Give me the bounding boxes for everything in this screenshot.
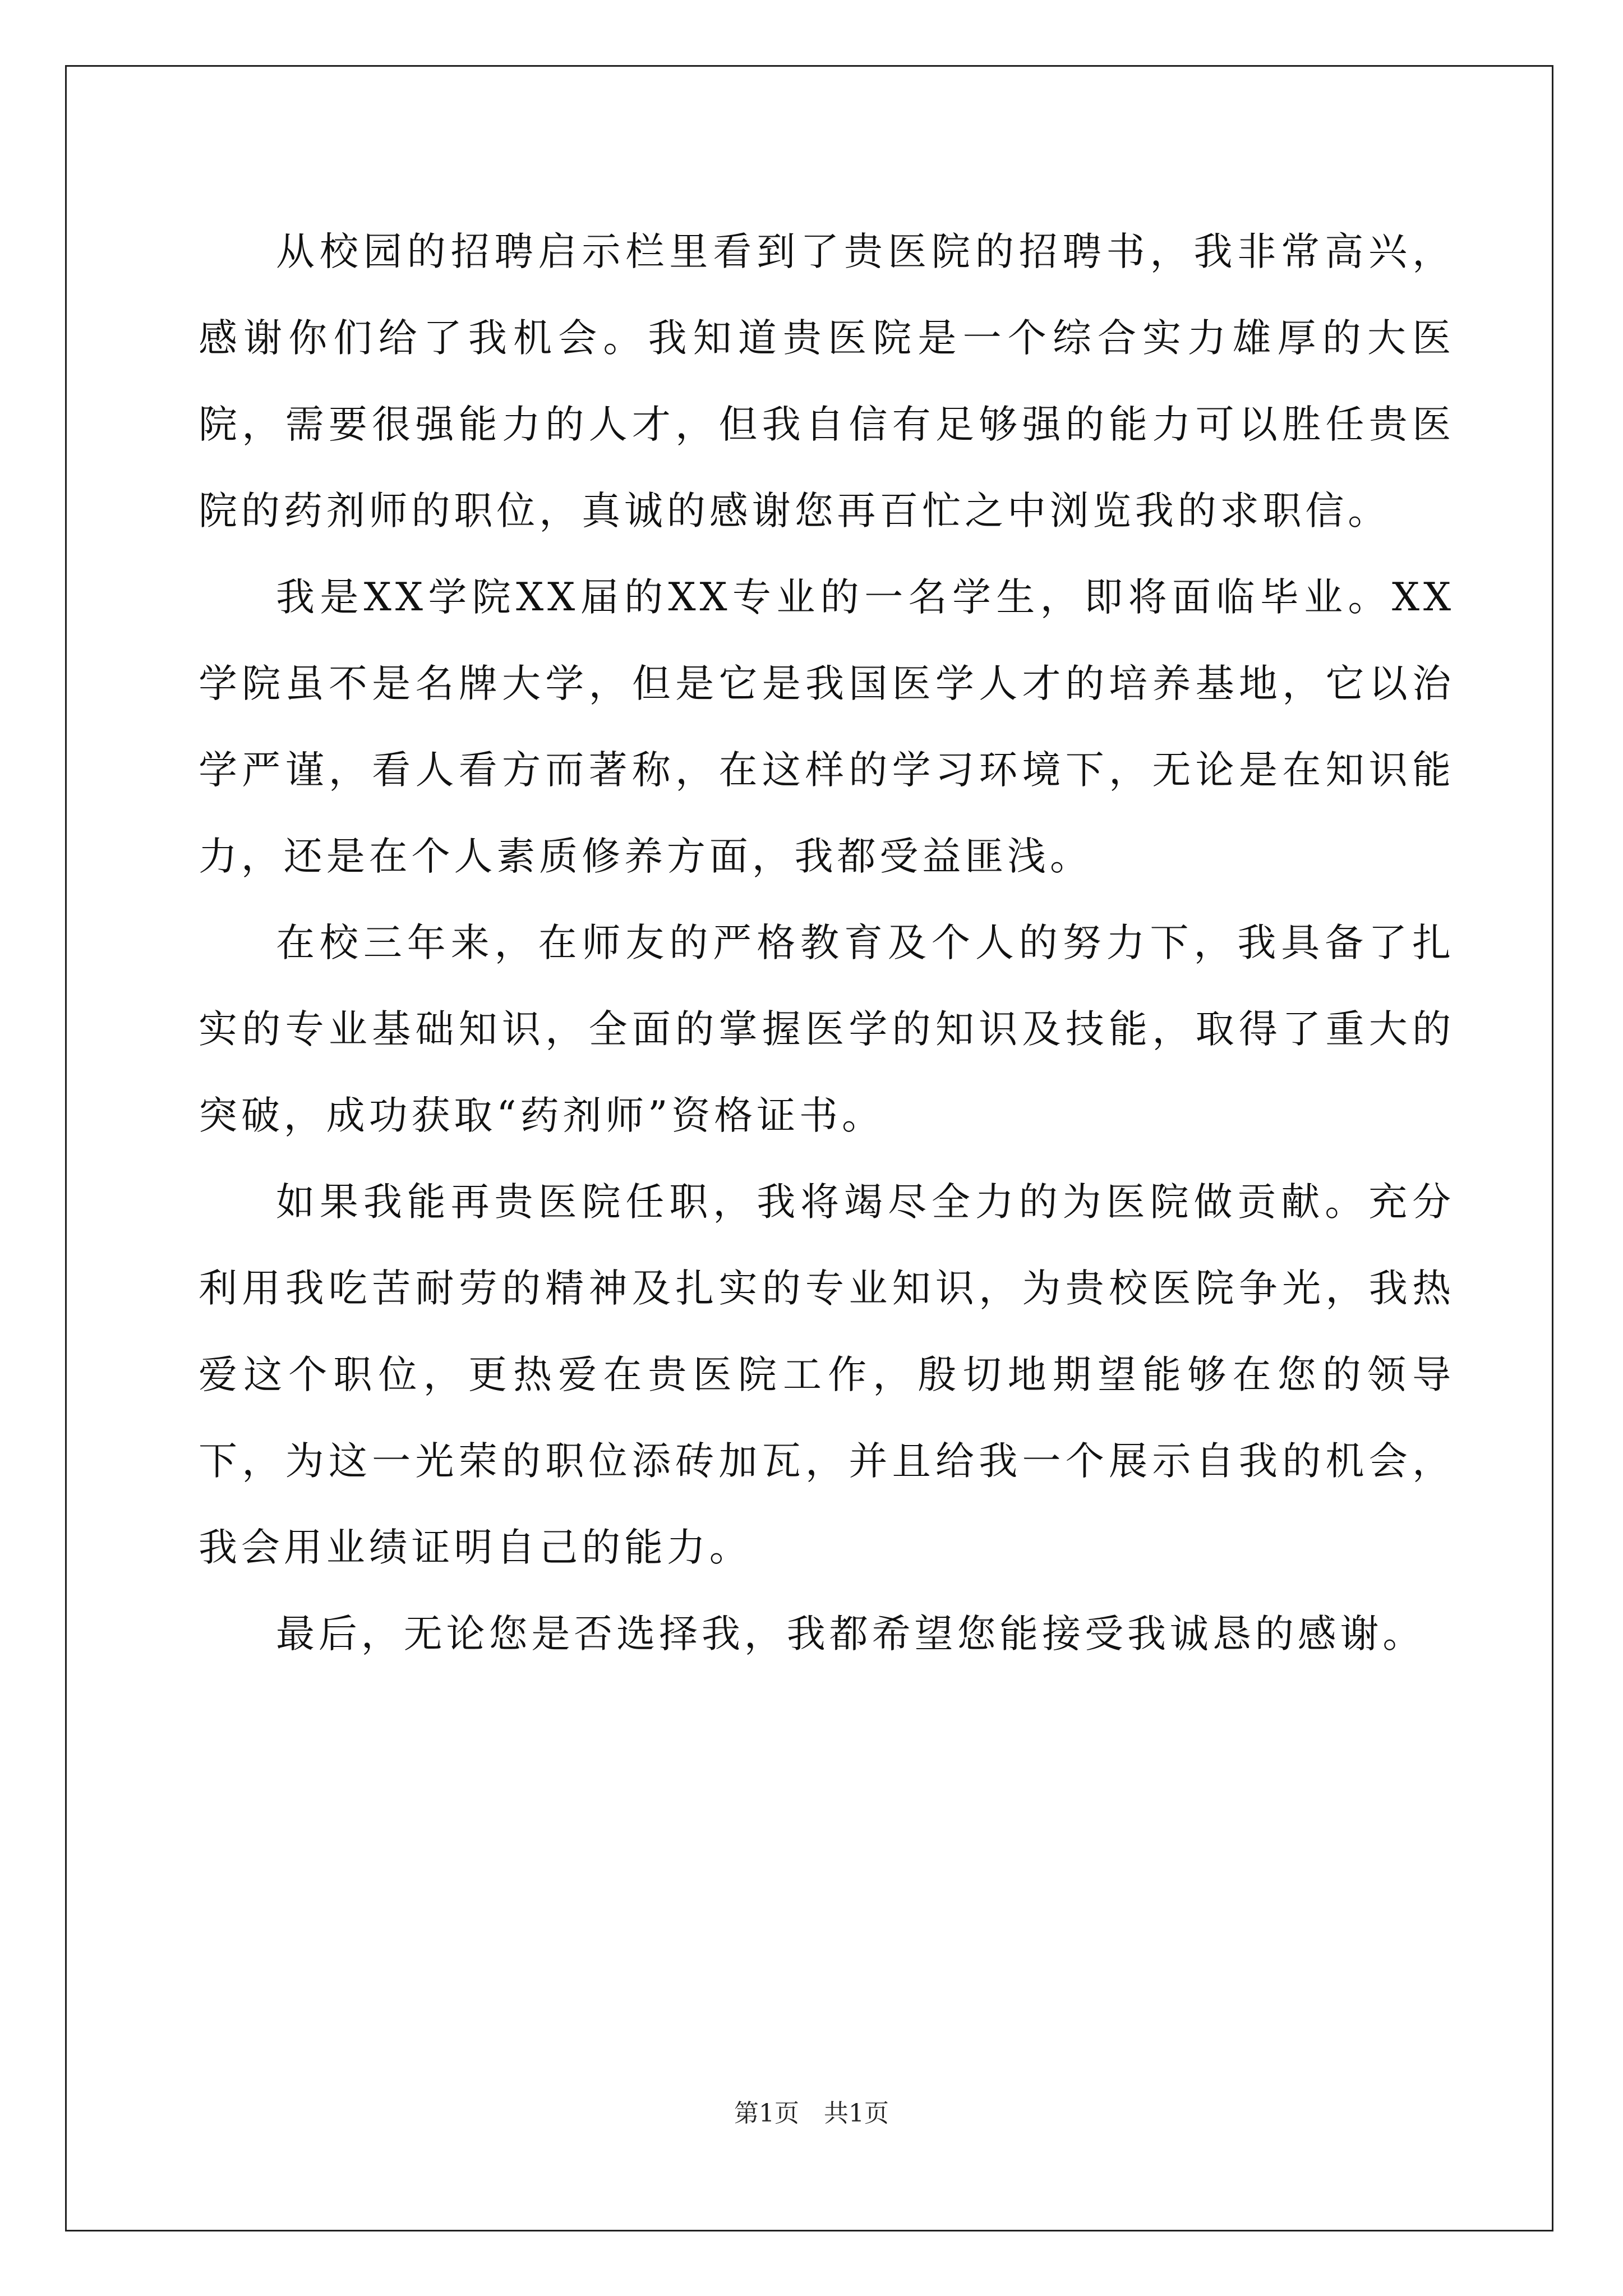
paragraph-skills: 在校三年来，在师友的严格教育及个人的努力下，我具备了扎实的专业基础知识，全面的掌握医学的知识及技能，取得了重大的突破，成功获取“药剂师”资格证书。 [199,921,1455,1138]
document-body [199,209,1455,1677]
paragraph-commitment: 如果我能再贵医院任职，我将竭尽全力的为医院做贡献。充分利用我吃苦耐劳的精神及扎实的专业知识，为贵校医院争光，我热爱这个职位，更热爱在贵医院工作，殷切地期望能够在您的领导下，为这一光荣的职位添砖加瓦，并且给我一个展示自我的机会，我会用业绩证明自己的能力。 [199,1180,1455,1570]
paragraph-education: 我是XX学院XX届的XX专业的一名学生，即将面临毕业。XX学院虽不是名牌大学，但是它是我国医学人才的培养基地，它以治学严谨，看人看方而著称，在这样的学习环境下，无论是在知识能力，还是在个人素质修养方面，我都受益匪浅。 [199,575,1455,879]
paragraph-closing: 最后，无论您是否选择我，我都希望您能接受我诚恳的感谢。 [276,1612,1426,1657]
page-number: 第1页 共1页 [734,2099,889,2128]
paragraph-intro: 从校园的招聘启示栏里看到了贵医院的招聘书，我非常高兴，感谢你们给了我机会。我知道贵医院是一个综合实力雄厚的大医院，需要很强能力的人才，但我自信有足够强的能力可以胜任贵医院的药剂师的职位，真诚的感谢您再百忙之中浏览我的求职信。 [199,229,1455,533]
